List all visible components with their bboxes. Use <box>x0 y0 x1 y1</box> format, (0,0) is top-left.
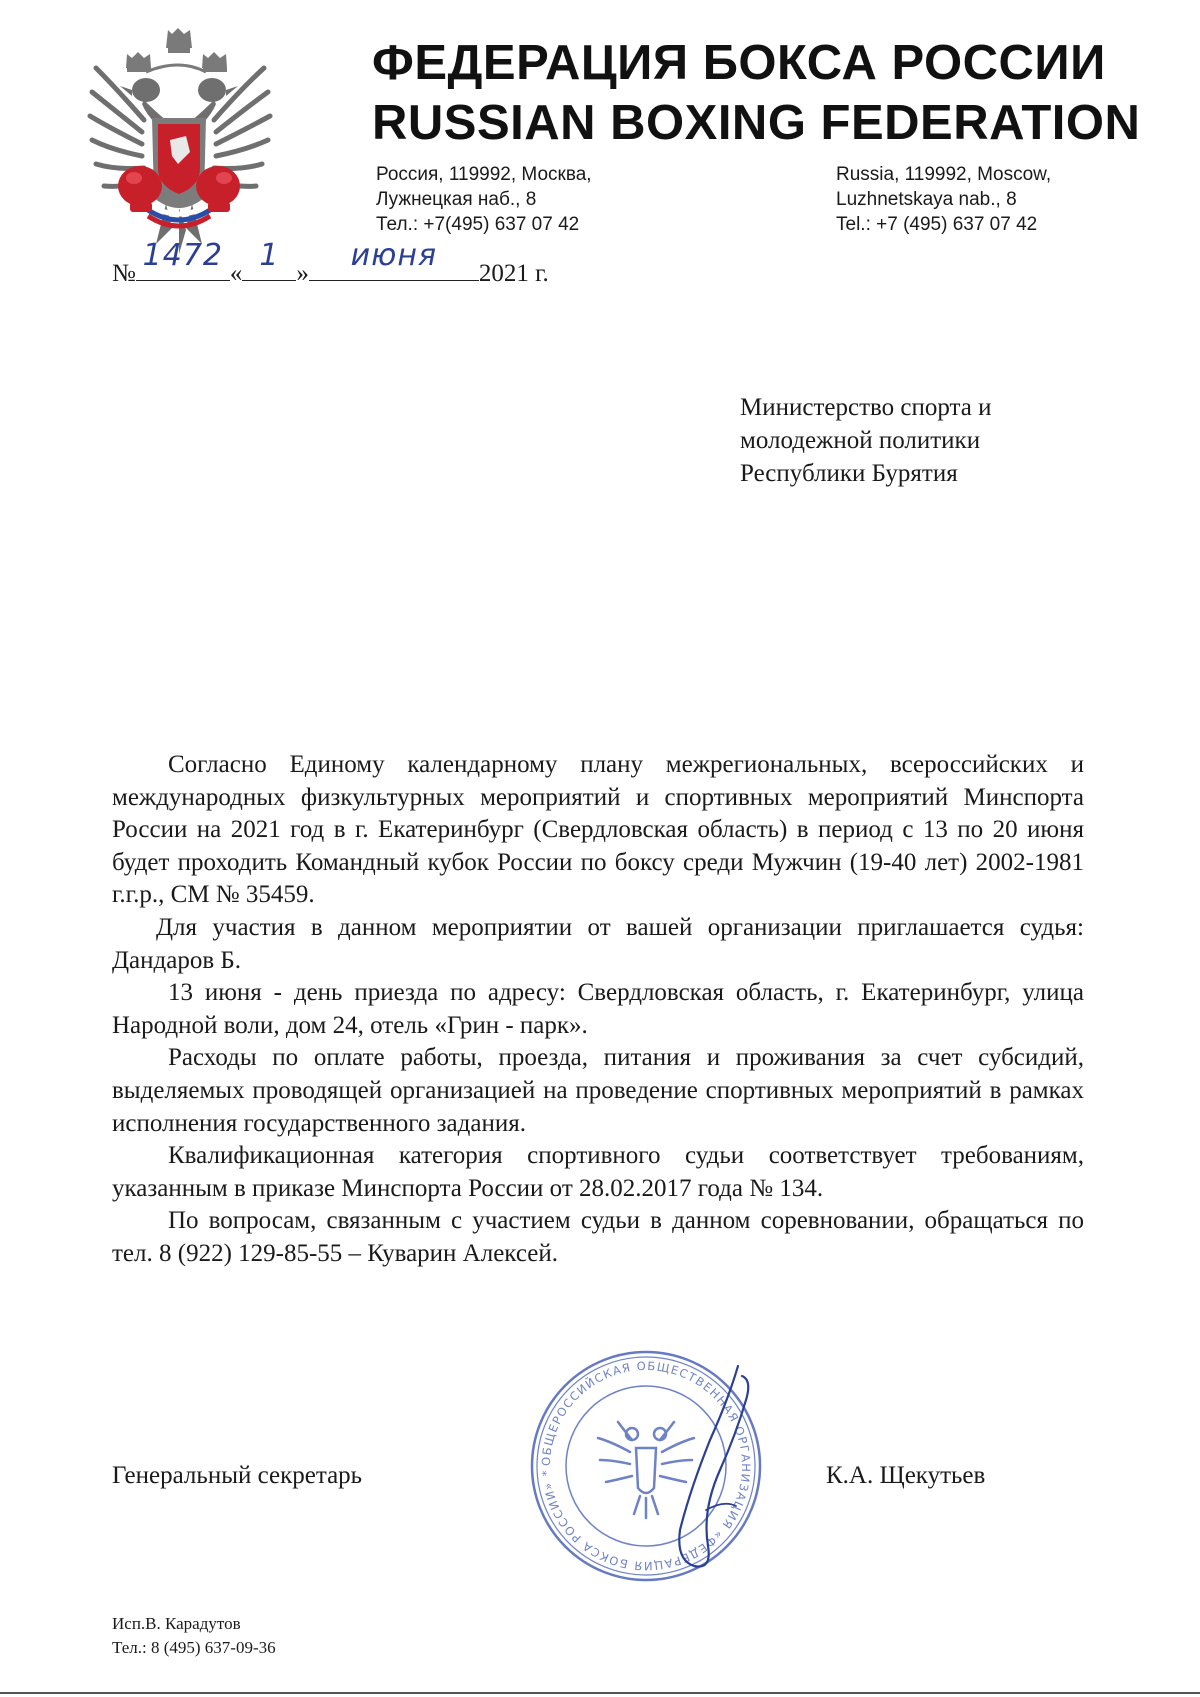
body-paragraph: Для участия в данном мероприятии от вашей организации приглашается судья: Дандаров Б. <box>112 913 1084 974</box>
double-headed-eagle-boxing-emblem-icon <box>86 28 276 258</box>
body-paragraph: Расходы по оплате работы, проезда, питания и проживания за счет субсидий, выделяемых проводящей организацией на проведение спортивных мероприятий в рамках исполнения государственного задания. <box>112 1044 1084 1137</box>
open-quote: « <box>229 260 243 287</box>
address-en-line: Luzhnetskaya nab., 8 <box>836 189 1017 210</box>
number-sign: № <box>112 260 136 287</box>
signatory-name: К.А. Щекутьев <box>826 1462 986 1489</box>
addressee-line: молодежной политики <box>740 427 981 454</box>
body-paragraph: Квалификационная категория спортивного судьи соответствует требованиям, указанным в приказе Минспорта России от 28.02.2017 года № 134. <box>112 1142 1084 1202</box>
signatory-position: Генеральный секретарь <box>112 1462 363 1489</box>
registration-day-field <box>242 238 296 281</box>
registration-day: 1 <box>259 238 280 273</box>
registration-year: 2021 г. <box>478 260 549 287</box>
registration-number-field <box>136 238 230 281</box>
org-name-en: RUSSIAN BOXING FEDERATION <box>372 96 1141 150</box>
registration-number: 1472 <box>142 238 224 273</box>
executor-name: Исп.В. Карадутов <box>112 1614 241 1633</box>
address-en-line: Tel.: +7 (495) 637 07 42 <box>836 214 1038 235</box>
close-quote: » <box>296 260 309 287</box>
address-en-line: Russia, 119992, Moscow, <box>836 164 1052 185</box>
registration-month-field <box>309 238 479 281</box>
executor-block <box>112 1612 276 1660</box>
addressee-line: Республики Бурятия <box>740 460 958 487</box>
body-paragraph: 13 июня - день приезда по адресу: Свердловская область, г. Екатеринбург, улица Народной воли, дом 24, отель «Грин - парк». <box>112 979 1084 1039</box>
body-paragraph: Согласно Единому календарному плану межрегиональных, всероссийских и международных физкультурных мероприятий и спортивных мероприятий Минспорта России на 2021 год в г. Екатеринбург (Свердловская область) в период с 13 по 20 июня будет проходить Командный кубок России по боксу среди Мужчин (19-40 лет) 2002-1981 г.г.р., СМ № 35459. <box>112 751 1084 909</box>
registration-line <box>112 238 549 292</box>
addressee-block <box>740 391 992 490</box>
body-paragraph: По вопросам, связанным с участием судьи в данном соревновании, обращаться по тел. 8 (922) 129-85-55 – Куварин Алексей. <box>112 1207 1084 1267</box>
handwritten-signature-icon <box>650 1360 770 1580</box>
org-name-ru: ФЕДЕРАЦИЯ БОКСА РОССИИ <box>372 36 1106 90</box>
page-bottom-edge <box>0 1692 1200 1694</box>
address-ru-line: Тел.: +7(495) 637 07 42 <box>376 214 580 235</box>
address-ru-line: Лужнецкая наб., 8 <box>376 189 537 210</box>
address-en <box>836 162 1051 237</box>
addressee-line: Министерство спорта и <box>740 394 992 421</box>
address-ru <box>376 162 592 237</box>
address-ru-line: Россия, 119992, Москва, <box>376 164 592 185</box>
executor-phone: Тел.: 8 (495) 637-09-36 <box>112 1638 276 1657</box>
registration-month: июня <box>350 238 438 273</box>
letter-body <box>112 749 1084 1271</box>
stamp-text: ОБЩЕРОССИЙСКАЯ ОБЩЕСТВЕННАЯ ОРГАНИЗАЦИЯ «ФЕДЕРАЦИЯ БОКСА РОССИИ» * <box>538 1358 754 1574</box>
